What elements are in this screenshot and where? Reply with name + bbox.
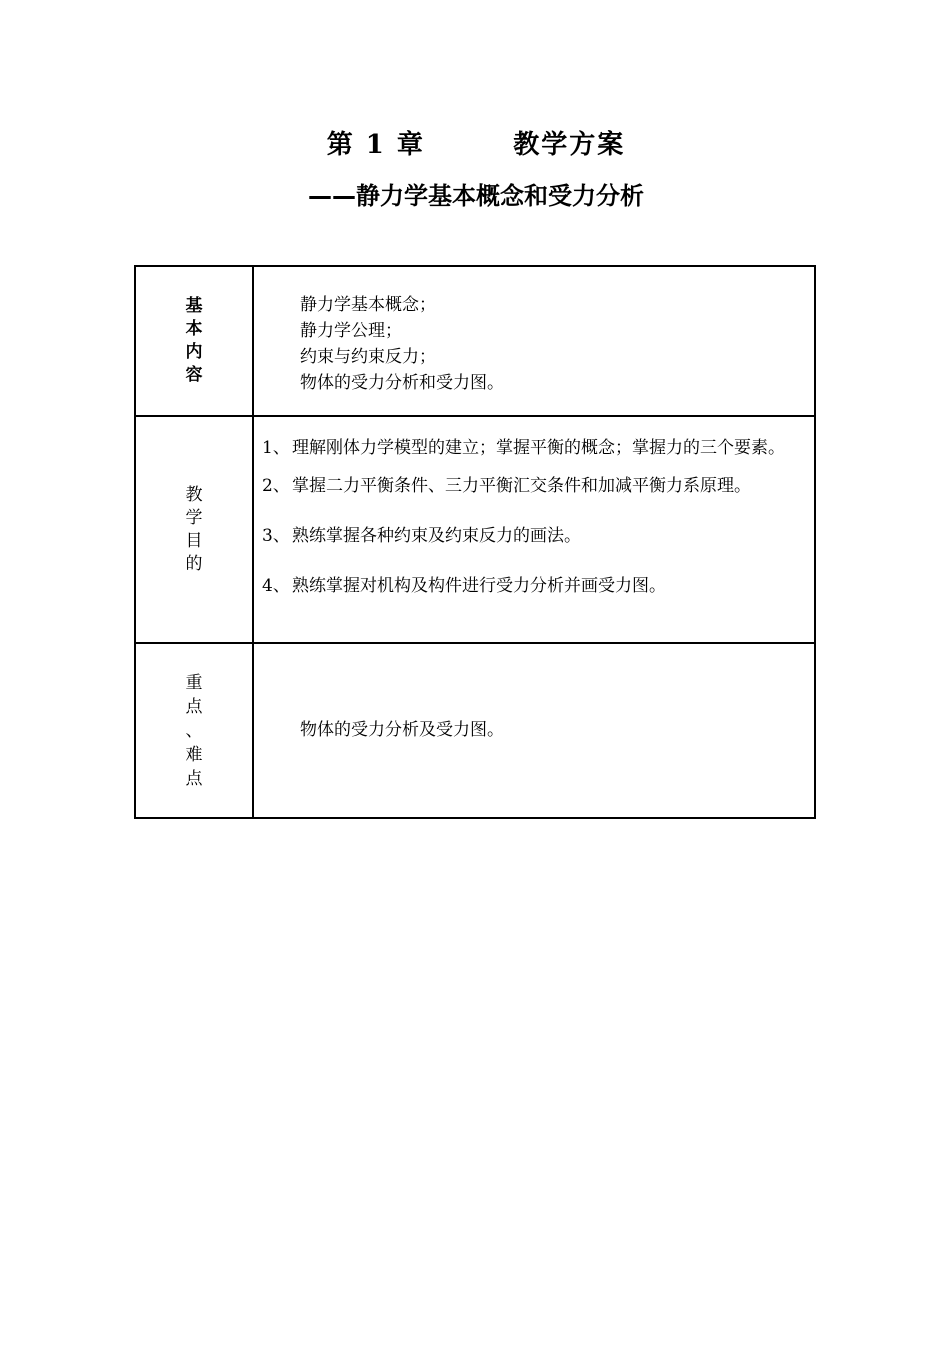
label-char: 点: [185, 768, 203, 789]
content-line: 静力学基本概念；: [300, 295, 436, 315]
label-char: 本: [185, 319, 203, 339]
goal-text: 熟练掌握各种约束及约束反力的画法。: [292, 526, 581, 546]
label-char: 内: [185, 342, 203, 362]
goal-number: 1、: [262, 438, 290, 458]
content-line: 约束与约束反力；: [300, 347, 436, 367]
goal-number: 4、: [262, 576, 290, 596]
page-subtitle: ——静力学基本概念和受力分析: [308, 182, 644, 210]
goal-text: 熟练掌握对机构及构件进行受力分析并画受力图。: [292, 576, 666, 596]
teaching-goals-label: [136, 417, 254, 642]
teaching-goals-row: [136, 417, 814, 644]
page-title: 第 1 章 教学方案: [326, 130, 626, 160]
label-char: 容: [185, 365, 203, 385]
basic-content-label: [136, 267, 254, 415]
label-char: 教: [185, 484, 203, 505]
content-line: 静力学公理；: [300, 321, 402, 341]
content-line: 物体的受力分析和受力图。: [300, 373, 504, 393]
label-char: 目: [185, 530, 203, 551]
label-char: 基: [185, 296, 203, 316]
goal-text: 掌握二力平衡条件、三力平衡汇交条件和加减平衡力系原理。: [292, 476, 751, 496]
goal-item: [262, 470, 810, 502]
goal-item: [262, 432, 810, 464]
label-char: 、: [185, 720, 203, 741]
key-points-cell: [254, 644, 814, 817]
goal-item: [262, 570, 810, 602]
key-points-label: [136, 644, 254, 817]
label-char: 点: [185, 696, 203, 717]
teaching-goals-cell: [254, 417, 814, 642]
lesson-plan-table: [134, 265, 816, 819]
basic-content-cell: [254, 267, 814, 415]
goal-text: 理解刚体力学模型的建立；掌握平衡的概念；掌握力的三个要素。: [292, 438, 785, 458]
goal-number: 3、: [262, 526, 290, 546]
basic-content-row: [136, 267, 814, 417]
label-char: 学: [185, 507, 203, 528]
label-char: 难: [185, 744, 203, 765]
goal-item: [262, 520, 810, 552]
label-char: 重: [185, 672, 203, 693]
goal-number: 2、: [262, 476, 290, 496]
key-points-row: [136, 644, 814, 817]
key-points-text: 物体的受力分析及受力图。: [300, 720, 504, 740]
label-char: 的: [185, 553, 203, 574]
